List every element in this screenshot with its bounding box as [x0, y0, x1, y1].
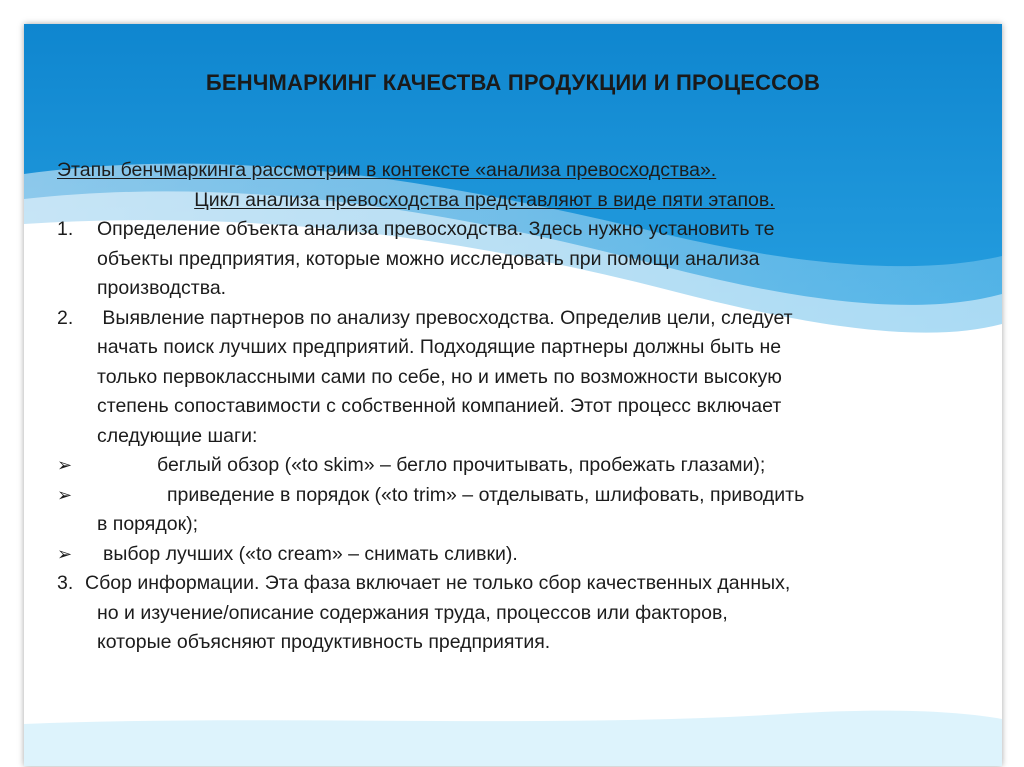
list-item-2 — [57, 304, 957, 452]
intro-line-2 — [57, 186, 912, 216]
list-item-1-line-2: объекты предприятия, которые можно исследовать при помощи анализа — [97, 247, 760, 270]
slide-body — [57, 156, 957, 658]
intro-line-1: Этапы бенчмаркинга рассмотрим в контексте «анализа превосходства». — [57, 159, 717, 181]
list-item-1 — [57, 215, 957, 304]
slide — [24, 24, 1002, 766]
list-number-3: 3. — [57, 572, 74, 594]
list-item-2-line-4: степень сопоставимости с собственной компанией. Этот процесс включает — [97, 395, 782, 417]
slide-title: БЕНЧМАРКИНГ КАЧЕСТВА ПРОДУКЦИИ И ПРОЦЕССОВ — [205, 70, 821, 95]
bullet-item-2-line-2: в порядок); — [97, 513, 199, 535]
list-item-2-line-3: только первоклассными сами по себе, но и иметь по возможности высокую — [97, 365, 782, 388]
bullet-item-1 — [57, 451, 957, 481]
list-number-2: 2. — [57, 306, 74, 329]
list-item-3 — [57, 569, 957, 658]
list-item-1-line-3: производства. — [97, 277, 227, 299]
bullet-item-1-line-1: беглый обзор («to skim» – бегло прочитывать, пробежать глазами); — [157, 454, 766, 476]
list-item-2-line-1: Выявление партнеров по анализу превосходства. Определив цели, следует — [97, 306, 793, 329]
list-item-2-line-2: начать поиск лучших предприятий. Подходящие партнеры должны быть не — [97, 336, 782, 358]
bullet-item-2-line-1: приведение в порядок («to trim» – отделывать, шлифовать, приводить — [167, 483, 805, 506]
intro-line-2-text: Цикл анализа превосходства представляют в виде пяти этапов. — [194, 188, 775, 211]
arrow-bullet-icon: ➢ — [57, 455, 73, 475]
bullet-item-3 — [57, 540, 957, 570]
arrow-bullet-icon: ➢ — [57, 543, 73, 564]
list-item-3-line-2: но и изучение/описание содержания труда, процессов или факторов, — [97, 601, 728, 624]
list-item-1-line-1: Определение объекта анализа превосходства. Здесь нужно установить те — [97, 218, 775, 240]
list-item-3-line-3: которые объясняют продуктивность предприятия. — [97, 631, 551, 653]
list-number-1: 1. — [57, 218, 74, 240]
list-item-3-line-1: Сбор информации. Эта фаза включает не только сбор качественных данных, — [85, 572, 791, 594]
bullet-item-3-line-1: выбор лучших («to cream» – снимать сливки). — [103, 542, 518, 565]
list-item-2-line-5: следующие шаги: — [97, 424, 258, 447]
bullet-item-2 — [57, 481, 957, 540]
arrow-bullet-icon: ➢ — [57, 484, 73, 505]
